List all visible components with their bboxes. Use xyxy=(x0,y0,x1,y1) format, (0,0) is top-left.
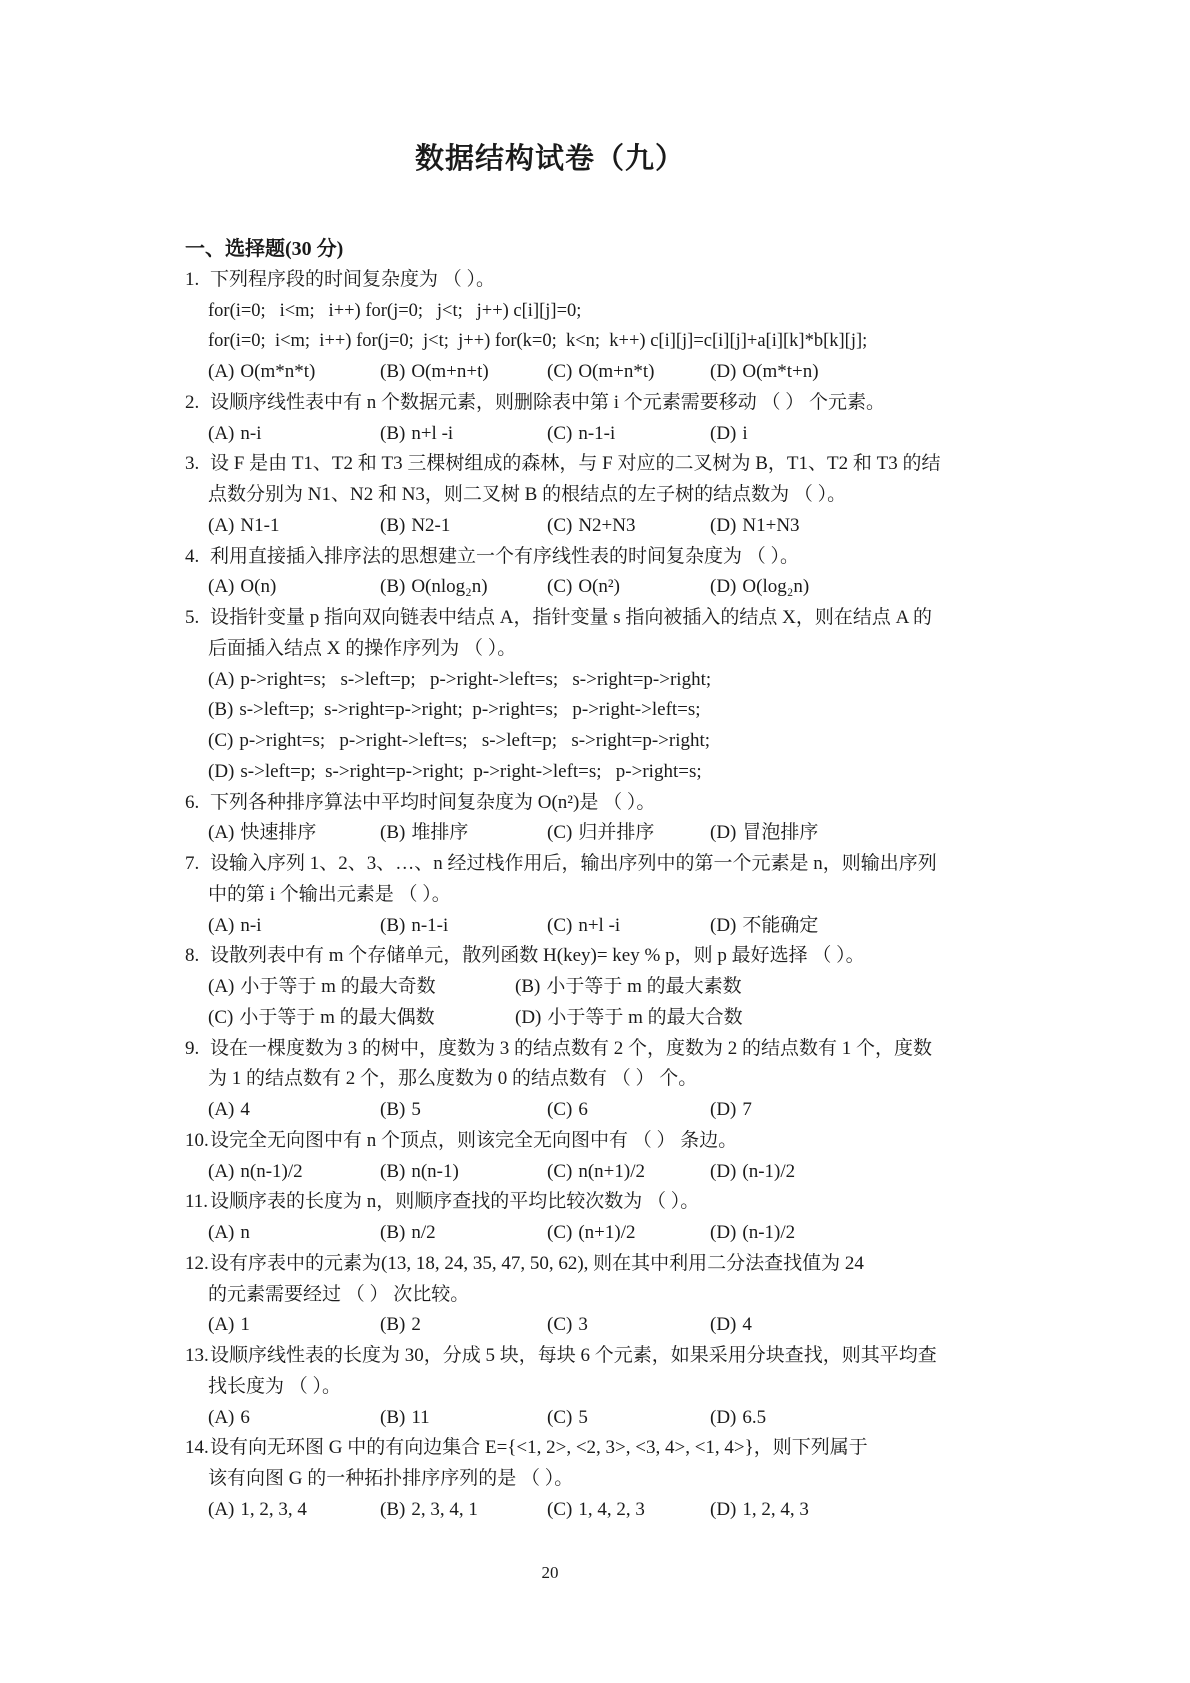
option-label: (D) xyxy=(710,361,737,382)
option-label: (D) xyxy=(710,1314,737,1336)
options-row xyxy=(185,757,1047,788)
option-text: 4 xyxy=(742,1314,752,1336)
option-item xyxy=(547,1218,710,1249)
question-row xyxy=(185,1249,1047,1280)
option-text: 快速排序 xyxy=(240,822,317,844)
question-number: 1. xyxy=(185,268,200,290)
option-text: n+l -i xyxy=(578,914,621,936)
option-label: (B) xyxy=(380,514,406,536)
option-label: (A) xyxy=(208,422,235,444)
option-item xyxy=(380,1157,547,1188)
option-item xyxy=(380,1403,547,1434)
option-item xyxy=(547,911,710,942)
code-line: for(i=0; i<m; i++) for(j=0; j<t; j++) c[i][j]=0; xyxy=(208,300,582,321)
options-row xyxy=(185,972,1047,1003)
option-item xyxy=(547,1495,710,1526)
question-number: 3. xyxy=(185,453,200,475)
option-label: (B) xyxy=(515,976,541,997)
question-text: 设顺序线性表的长度为 30，分成 5 块，每块 6 个元素，如果采用分块查找，则其平均查 xyxy=(210,1345,937,1366)
option-label: (C) xyxy=(547,1314,573,1336)
option-text: 11 xyxy=(411,1406,430,1428)
option-label: (A) xyxy=(208,976,235,997)
options-row xyxy=(185,1218,1047,1249)
option-item xyxy=(208,669,711,690)
option-text: 小于等于 m 的最大奇数 xyxy=(240,976,436,997)
option-text: N2-1 xyxy=(411,514,451,536)
option-item xyxy=(380,1218,547,1249)
option-text: 1, 4, 2, 3 xyxy=(578,1498,645,1520)
option-item xyxy=(380,357,547,388)
option-item xyxy=(208,1495,380,1526)
options-row xyxy=(185,695,1047,726)
option-item xyxy=(547,357,710,388)
option-text: 1, 2, 4, 3 xyxy=(742,1498,809,1520)
options-row xyxy=(185,911,1047,942)
option-label: (B) xyxy=(380,1222,406,1243)
page-title: 数据结构试卷（九） xyxy=(414,143,685,175)
option-text: N1+N3 xyxy=(742,514,800,536)
option-text: n-i xyxy=(240,422,262,444)
question-text: 设完全无向图中有 n 个顶点，则该完全无向图中有 （ ） 条边。 xyxy=(210,1129,738,1151)
question-text: 设在一棵度数为 3 的树中，度数为 3 的结点数有 2 个，度数为 2 的结点数有 1 个，度数 xyxy=(210,1037,933,1059)
option-label: (D) xyxy=(710,422,737,444)
option-text: 7 xyxy=(742,1099,752,1120)
option-item xyxy=(208,1218,380,1249)
option-item xyxy=(547,818,710,849)
question-text: 设有向无环图 G 中的有向边集合 E={<1, 2>, <2, 3>, <3, 4>, <1, 4>}，则下列属于 xyxy=(210,1437,868,1459)
question-text: 利用直接插入排序法的思想建立一个有序线性表的时间复杂度为 （ ）。 xyxy=(210,545,800,567)
question-text: 设顺序表的长度为 n，则顺序查找的平均比较次数为 （ ）。 xyxy=(210,1191,700,1213)
question-number: 9. xyxy=(185,1037,200,1059)
option-item xyxy=(380,572,547,603)
option-text: 冒泡排序 xyxy=(742,822,819,844)
option-label: (A) xyxy=(208,1498,235,1520)
question-number: 14. xyxy=(185,1437,209,1459)
option-item xyxy=(710,572,1047,603)
question-row xyxy=(185,388,1047,419)
question-row xyxy=(185,788,1047,819)
option-item xyxy=(380,1310,547,1341)
option-text: 4 xyxy=(240,1099,250,1120)
option-item xyxy=(547,511,710,542)
option-item xyxy=(208,572,380,603)
option-item xyxy=(547,1403,710,1434)
option-label: (D) xyxy=(710,1498,737,1520)
question-text-continuation: 为 1 的结点数有 2 个，那么度数为 0 的结点数有 （ ） 个。 xyxy=(208,1068,698,1090)
question-text-continuation: 中的第 i 个输出元素是 （ ）。 xyxy=(208,883,451,905)
option-label: (D) xyxy=(710,1099,737,1120)
option-text: O(m*n*t) xyxy=(240,361,316,382)
option-item xyxy=(380,1495,547,1526)
option-item xyxy=(710,357,1047,388)
option-item xyxy=(710,1218,1047,1249)
option-item xyxy=(710,419,1047,450)
option-label: (B) xyxy=(380,1160,406,1182)
option-text: n-i xyxy=(240,914,262,936)
option-label: (C) xyxy=(547,361,573,382)
option-label: (D) xyxy=(710,1222,737,1243)
question-row xyxy=(185,941,1047,972)
option-label: (C) xyxy=(208,730,234,751)
question-number: 2. xyxy=(185,391,200,413)
option-text: 2, 3, 4, 1 xyxy=(411,1498,478,1520)
option-label: (C) xyxy=(547,422,573,444)
option-text: O(n) xyxy=(240,576,277,598)
option-label: (C) xyxy=(547,1222,573,1243)
option-text: 1, 2, 3, 4 xyxy=(240,1498,307,1520)
option-label: (A) xyxy=(208,1160,235,1182)
option-label: (C) xyxy=(547,576,573,598)
option-text: 6.5 xyxy=(742,1406,767,1428)
option-text: 小于等于 m 的最大素数 xyxy=(546,976,742,997)
option-label: (B) xyxy=(380,576,406,598)
question-text: 下列程序段的时间复杂度为 （ ）。 xyxy=(210,268,496,290)
option-text: p->right=s; s->left=p; p->right->left=s; s->right=p->right; xyxy=(240,668,712,690)
option-item xyxy=(515,1003,1047,1034)
question-number: 8. xyxy=(185,945,200,967)
option-item xyxy=(380,818,547,849)
option-item xyxy=(380,911,547,942)
code-line: for(i=0; i<m; i++) for(j=0; j<t; j++) for(k=0; k<n; k++) c[i][j]=c[i][j]+a[i][k]*b[k][j]; xyxy=(208,331,868,352)
option-text: O(nlog₂n) xyxy=(411,576,488,598)
option-label: (C) xyxy=(547,1099,573,1120)
option-label: (C) xyxy=(547,822,573,844)
option-label: (D) xyxy=(710,914,737,936)
option-label: (C) xyxy=(547,914,573,936)
option-label: (B) xyxy=(380,1498,406,1520)
question-row xyxy=(185,1187,1047,1218)
option-label: (D) xyxy=(515,1006,542,1028)
option-text: O(m+n*t) xyxy=(578,361,655,382)
option-text: 1 xyxy=(240,1314,250,1336)
question-number: 12. xyxy=(185,1252,209,1274)
option-text: n(n-1)/2 xyxy=(240,1160,303,1182)
question-row xyxy=(185,603,1047,634)
question-number: 13. xyxy=(185,1345,209,1366)
option-text: (n-1)/2 xyxy=(742,1160,796,1182)
option-item xyxy=(710,911,1047,942)
option-item xyxy=(710,1310,1047,1341)
option-label: (A) xyxy=(208,1314,235,1336)
option-text: O(m*t+n) xyxy=(742,361,819,382)
question-row xyxy=(185,1126,1047,1157)
options-row xyxy=(185,511,1047,542)
question-number: 4. xyxy=(185,545,200,567)
option-item xyxy=(208,1310,380,1341)
option-text: O(m+n+t) xyxy=(411,361,489,382)
option-text: 小于等于 m 的最大合数 xyxy=(547,1006,743,1028)
question-text: 设散列表中有 m 个存储单元，散列函数 H(key)= key % p，则 p 最好选择 （ ）。 xyxy=(210,945,865,967)
question-row xyxy=(185,1034,1047,1065)
option-text: 3 xyxy=(578,1314,588,1336)
question-text: 设顺序线性表中有 n 个数据元素，则删除表中第 i 个元素需要移动 （ ） 个元素。 xyxy=(210,391,886,413)
option-text: 5 xyxy=(578,1406,588,1428)
option-item xyxy=(208,1157,380,1188)
option-item xyxy=(547,1310,710,1341)
option-text: n+l -i xyxy=(411,422,454,444)
options-row xyxy=(185,572,1047,603)
page-number: 20 xyxy=(541,1563,559,1582)
option-text: n(n+1)/2 xyxy=(578,1160,645,1182)
option-text: 归并排序 xyxy=(578,822,655,844)
option-text: n-1-i xyxy=(411,914,449,936)
option-label: (A) xyxy=(208,914,235,936)
options-row xyxy=(185,1310,1047,1341)
option-label: (D) xyxy=(710,576,737,598)
option-item xyxy=(547,419,710,450)
option-label: (A) xyxy=(208,668,235,690)
option-label: (C) xyxy=(208,1006,234,1028)
question-text-continuation: 后面插入结点 X 的操作序列为 （ ）。 xyxy=(208,637,517,659)
option-item xyxy=(208,357,380,388)
question-text-continuation: 点数分别为 N1、N2 和 N3，则二叉树 B 的根结点的左子树的结点数为 （ ）。 xyxy=(208,484,847,505)
options-row xyxy=(185,357,1047,388)
question-row xyxy=(185,1341,1047,1372)
option-label: (D) xyxy=(208,760,235,782)
option-text: O(n²) xyxy=(578,576,620,598)
question-text-continuation: 找长度为 （ ）。 xyxy=(208,1375,342,1397)
option-label: (B) xyxy=(380,914,406,936)
question-text: 设有序表中的元素为(13, 18, 24, 35, 47, 50, 62), 则在其中利用二分法查找值为 24 xyxy=(210,1252,864,1274)
option-text: n/2 xyxy=(411,1222,436,1243)
option-item xyxy=(208,1003,515,1034)
question-row xyxy=(185,542,1047,573)
option-item xyxy=(547,1095,710,1126)
option-item xyxy=(710,1403,1047,1434)
option-item xyxy=(208,1403,380,1434)
option-text: N1-1 xyxy=(240,514,280,536)
option-label: (B) xyxy=(380,1314,406,1336)
options-row xyxy=(185,726,1047,757)
option-item xyxy=(710,511,1047,542)
option-label: (B) xyxy=(380,1406,406,1428)
option-label: (A) xyxy=(208,1406,235,1428)
question-number: 7. xyxy=(185,853,200,874)
option-text: 6 xyxy=(578,1099,588,1120)
option-item xyxy=(547,572,710,603)
option-item xyxy=(380,419,547,450)
option-item xyxy=(208,1095,380,1126)
option-label: (B) xyxy=(380,822,406,844)
question-row xyxy=(185,265,1047,296)
option-label: (B) xyxy=(380,1099,406,1120)
option-text: n xyxy=(240,1222,250,1243)
option-label: (B) xyxy=(380,361,406,382)
options-row xyxy=(185,818,1047,849)
option-item xyxy=(208,911,380,942)
option-text: n-1-i xyxy=(578,422,616,444)
option-text: p->right=s; p->right->left=s; s->left=p; s->right=p->right; xyxy=(239,730,711,751)
content xyxy=(185,234,1047,1526)
question-number: 6. xyxy=(185,791,200,813)
option-item xyxy=(208,730,710,751)
option-text: 2 xyxy=(411,1314,421,1336)
option-label: (A) xyxy=(208,1099,235,1120)
option-text: O(log₂n) xyxy=(742,576,810,598)
option-label: (C) xyxy=(547,1498,573,1520)
question-text-continuation: 该有向图 G 的一种拓扑排序序列的是 （ ）。 xyxy=(208,1468,574,1489)
option-text: N2+N3 xyxy=(578,514,636,536)
question-number: 10. xyxy=(185,1129,209,1151)
option-text: 堆排序 xyxy=(411,822,469,844)
question-number: 5. xyxy=(185,607,200,628)
option-item xyxy=(208,419,380,450)
options-row xyxy=(185,1403,1047,1434)
option-text: (n-1)/2 xyxy=(742,1222,796,1243)
option-item xyxy=(710,1495,1047,1526)
option-label: (D) xyxy=(710,1160,737,1182)
option-text: n(n-1) xyxy=(411,1160,459,1182)
option-label: (A) xyxy=(208,822,235,844)
option-item xyxy=(380,511,547,542)
option-label: (C) xyxy=(547,1406,573,1428)
option-label: (D) xyxy=(710,1406,737,1428)
options-row xyxy=(185,419,1047,450)
option-text: (n+1)/2 xyxy=(578,1222,636,1243)
option-text: i xyxy=(742,422,748,444)
question-row xyxy=(185,1433,1047,1464)
option-item xyxy=(208,511,380,542)
option-label: (D) xyxy=(710,514,737,536)
option-text: 不能确定 xyxy=(742,914,819,936)
option-item xyxy=(710,818,1047,849)
options-row xyxy=(185,1495,1047,1526)
option-label: (B) xyxy=(208,699,234,721)
option-text: s->left=p; s->right=p->right; p->right->left=s; p->right=s; xyxy=(240,760,702,782)
option-label: (A) xyxy=(208,514,235,536)
option-text: 小于等于 m 的最大偶数 xyxy=(239,1006,435,1028)
option-item xyxy=(515,972,1047,1003)
question-text: 设输入序列 1、2、3、…、n 经过栈作用后，输出序列中的第一个元素是 n，则输出序列 xyxy=(210,853,937,874)
option-label: (B) xyxy=(380,422,406,444)
options-row xyxy=(185,1003,1047,1034)
options-row xyxy=(185,1095,1047,1126)
option-item xyxy=(208,699,701,720)
option-item xyxy=(380,1095,547,1126)
question-number: 11. xyxy=(185,1191,209,1213)
option-item xyxy=(208,761,702,782)
question-row xyxy=(185,849,1047,880)
question-text-continuation: 的元素需要经过 （ ） 次比较。 xyxy=(208,1283,470,1305)
option-text: 5 xyxy=(411,1099,421,1120)
question-text: 设指针变量 p 指向双向链表中结点 A，指针变量 s 指向被插入的结点 X，则在结点 A 的 xyxy=(210,607,933,628)
option-text: s->left=p; s->right=p->right; p->right=s; p->right->left=s; xyxy=(239,699,701,721)
option-label: (A) xyxy=(208,1222,235,1243)
section-heading: 一、选择题(30 分) xyxy=(185,238,344,260)
question-text: 设 F 是由 T1、T2 和 T3 三棵树组成的森林，与 F 对应的二叉树为 B，T1、T2 和 T3 的结 xyxy=(210,453,941,475)
option-label: (A) xyxy=(208,576,235,598)
option-item xyxy=(547,1157,710,1188)
option-label: (C) xyxy=(547,1160,573,1182)
option-item xyxy=(208,972,515,1003)
option-item xyxy=(710,1095,1047,1126)
options-row xyxy=(185,665,1047,696)
option-label: (D) xyxy=(710,822,737,844)
question-row xyxy=(185,449,1047,480)
options-row xyxy=(185,1157,1047,1188)
question-text: 下列各种排序算法中平均时间复杂度为 O(n²)是 （ ）。 xyxy=(210,791,656,813)
option-item xyxy=(710,1157,1047,1188)
option-label: (A) xyxy=(208,361,235,382)
option-label: (C) xyxy=(547,514,573,536)
option-item xyxy=(208,818,380,849)
option-text: 6 xyxy=(240,1406,250,1428)
